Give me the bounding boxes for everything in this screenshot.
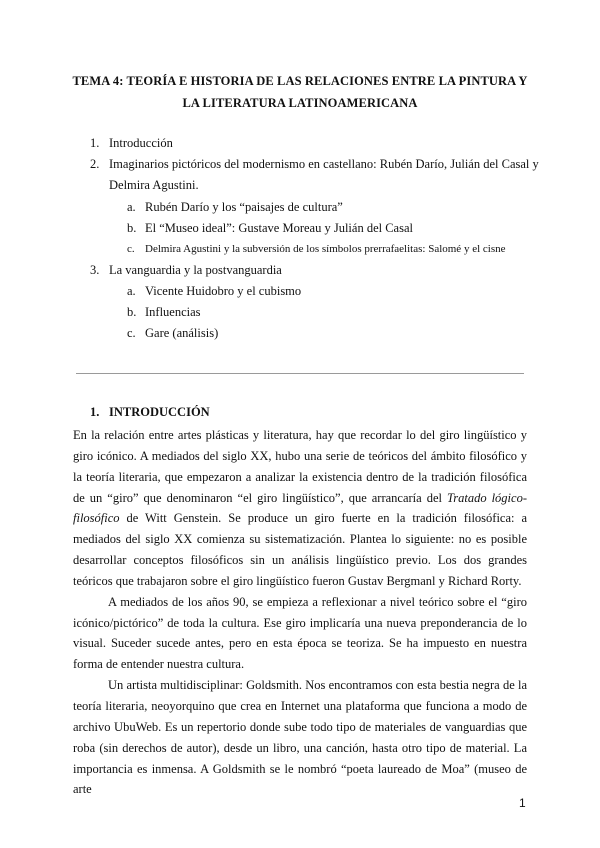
toc-subitem-3b	[0, 302, 600, 322]
toc-label: La vanguardia y la postvanguardia	[109, 263, 282, 277]
toc-label: Rubén Darío y los “paisajes de cultura”	[145, 200, 343, 214]
toc-label: Delmira Agustini.	[109, 178, 199, 192]
toc-number: 3.	[90, 263, 100, 277]
paragraph-text: En la relación entre artes plásticas y literatura, hay que recordar lo del giro lingüístico y giro icónico. A mediados del siglo XX, hubo una serie de teóricos del ámbito filosófico y la teoría literaria, que empezaron a analizar la existencia dentro de la tradición filosófica de un “giro” que denominaron “el giro lingüístico”, que arrancaría del	[73, 428, 527, 505]
title-line-1: TEMA 4: TEORÍA E HISTORIA DE LAS RELACIONES ENTRE LA PINTURA Y	[72, 74, 528, 88]
paragraph-1	[73, 425, 527, 592]
toc-subitem-3a	[0, 281, 600, 301]
toc-subitem-2b	[0, 218, 600, 238]
toc-label: Delmira Agustini y la subversión de los símbolos prerrafaelitas: Salomé y el cisne	[145, 243, 506, 255]
toc-subitem-2c	[0, 239, 600, 259]
toc-label: El “Museo ideal”: Gustave Moreau y Julián del Casal	[145, 221, 413, 235]
toc-item-2	[0, 154, 600, 174]
book-title: Tratado lógico-filosófico	[73, 490, 527, 526]
toc-item-2-continuation	[0, 175, 600, 195]
paragraph-2: A mediados de los años 90, se empieza a reflexionar a nivel teórico sobre el “giro icónico/pictórico” de toda la cultura. Ese giro implicaría una nueva preponderancia de lo visual. Suceder sucede antes, pero en esta época se teoriza. Se ha impuesto en nuestra forma de entender nuestra cultura.	[73, 594, 527, 672]
toc-number: b.	[127, 221, 137, 235]
paragraph-text: de Witt Genstein. Se produce un giro fuerte en la tradición filosófica: a mediados del siglo XX comienza su sistematización. Plantea lo siguiente: no es posible desarrollar conceptos filosóficos sin un análisis lingüístico previo. Los dos grandes teóricos que trabajaron sobre el giro lingüístico fueron Gustav Bergmanl y Richard Rorty.	[73, 511, 527, 588]
section-heading	[90, 402, 210, 422]
toc-number: 2.	[90, 157, 100, 171]
toc-label: Influencias	[145, 305, 201, 319]
toc-number: 1.	[90, 136, 100, 150]
toc-number: a.	[127, 200, 136, 214]
toc-subitem-3c	[0, 323, 600, 343]
section-title: INTRODUCCIÓN	[109, 405, 210, 419]
document-title	[40, 70, 560, 114]
body-text	[73, 425, 527, 800]
toc-label: Gare (análisis)	[145, 326, 219, 340]
toc-number: a.	[127, 284, 136, 298]
toc-label: Imaginarios pictóricos del modernismo en castellano: Rubén Darío, Julián del Casal y	[109, 157, 539, 171]
toc-label: Vicente Huidobro y el cubismo	[145, 284, 302, 298]
section-number: 1.	[90, 405, 100, 419]
title-line-2: LA LITERATURA LATINOAMERICANA	[182, 96, 418, 110]
toc-label: Introducción	[109, 136, 173, 150]
toc-number: c.	[127, 243, 135, 255]
toc-item-1	[0, 133, 600, 153]
toc-subitem-2a	[0, 197, 600, 217]
paragraph-3: Un artista multidisciplinar: Goldsmith. Nos encontramos con esta bestia negra de la teoría literaria, neoyorquino que crea en Internet una plataforma que funciona a modo de archivo UbuWeb. Es un repertorio donde sube todo tipo de materiales de vanguardias que roba (sin derechos de autor), desde un libro, una canción, hasta otro tipo de material. La importancia es inmensa. A Goldsmith se le nombró “poeta laureado de Moa” (museo de arte	[73, 678, 527, 797]
toc-number: b.	[127, 305, 137, 319]
toc-item-3	[0, 260, 600, 280]
toc-number: c.	[127, 326, 136, 340]
section-divider	[76, 373, 524, 374]
page-number: 1	[519, 796, 526, 810]
